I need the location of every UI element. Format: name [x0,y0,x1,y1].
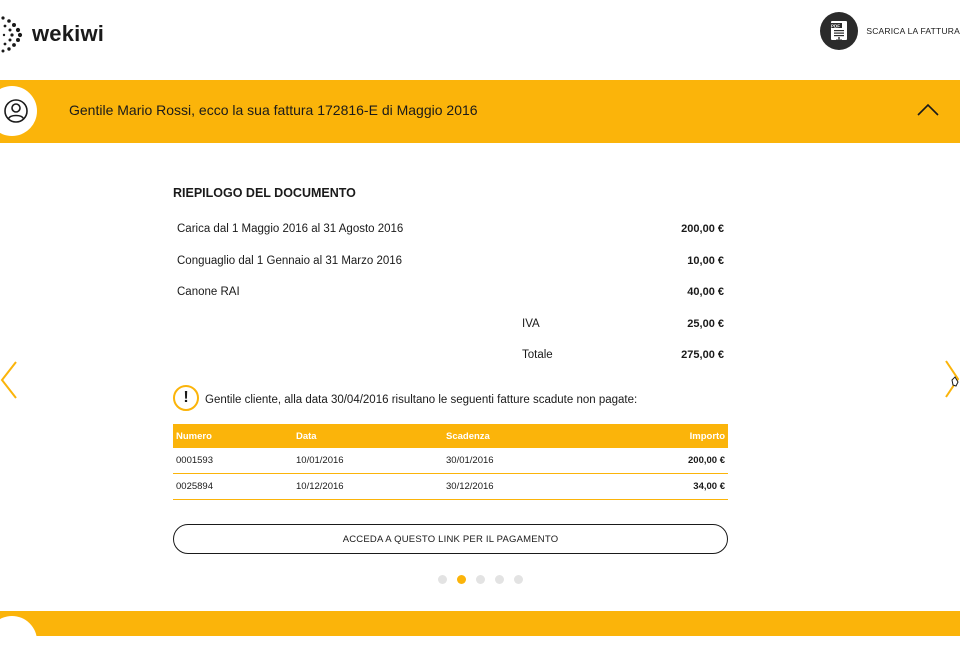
pagination-dot[interactable] [495,575,504,584]
cell-amount: 34,00 € [693,481,725,492]
total-amount: 275,00 € [681,349,724,361]
banner-title: Gentile Mario Rossi, ecco la sua fattura 172816-E di Maggio 2016 [69,102,478,118]
cell-amount: 200,00 € [688,455,725,466]
warning-icon: ! [173,385,199,411]
table-row [173,474,728,500]
summary-row-amount: 200,00 € [681,223,724,235]
chevron-right-icon[interactable] [942,358,960,400]
summary-row-label: Carica dal 1 Maggio 2016 al 31 Agosto 2016 [177,223,404,235]
payment-link-button[interactable]: ACCEDA A QUESTO LINK PER IL PAGAMENTO [173,524,728,554]
brand-name: wekiwi [32,21,105,46]
header-amount: Importo [689,430,725,442]
total-label: Totale [522,349,553,361]
cell-date: 10/01/2016 [296,455,344,466]
iva-amount: 25,00 € [687,318,724,330]
header-due-date: Scadenza [446,430,490,442]
pagination-dot[interactable] [514,575,523,584]
summary-row-amount: 10,00 € [687,255,724,267]
logo-dots-icon [0,14,28,54]
summary-title: RIEPILOGO DEL DOCUMENTO [173,186,356,200]
chevron-left-icon[interactable] [0,360,18,400]
unpaid-notice-text: Gentile cliente, alla data 30/04/2016 risultano le seguenti fatture scadute non pagate: [205,394,638,406]
summary-row-label: Canone RAI [177,286,240,298]
header-number: Numero [176,430,212,442]
iva-label: IVA [522,318,540,330]
table-header [173,424,728,448]
pagination-dot-active[interactable] [457,575,466,584]
table-row [173,448,728,474]
cell-date: 10/12/2016 [296,481,344,492]
pdf-badge: PDF [831,23,841,29]
cell-due-date: 30/12/2016 [446,481,494,492]
summary-row-label: Conguaglio dal 1 Gennaio al 31 Marzo 2016 [177,255,403,267]
download-label: SCARICA LA FATTURA [866,26,960,36]
header-date: Data [296,430,317,442]
summary-row-amount: 40,00 € [687,286,724,298]
carousel-pagination [438,575,523,584]
cell-due-date: 30/01/2016 [446,455,494,466]
next-invoice-banner[interactable] [0,611,960,636]
pagination-dot[interactable] [476,575,485,584]
chevron-up-icon[interactable] [916,102,940,118]
unpaid-invoices-table [173,424,728,500]
user-icon [3,98,29,124]
pagination-dot[interactable] [438,575,447,584]
download-invoice-button[interactable] [820,12,960,50]
pdf-download-icon [820,12,858,50]
brand-logo[interactable] [0,14,104,54]
cell-number: 0001593 [176,455,213,466]
cell-number: 0025894 [176,481,213,492]
